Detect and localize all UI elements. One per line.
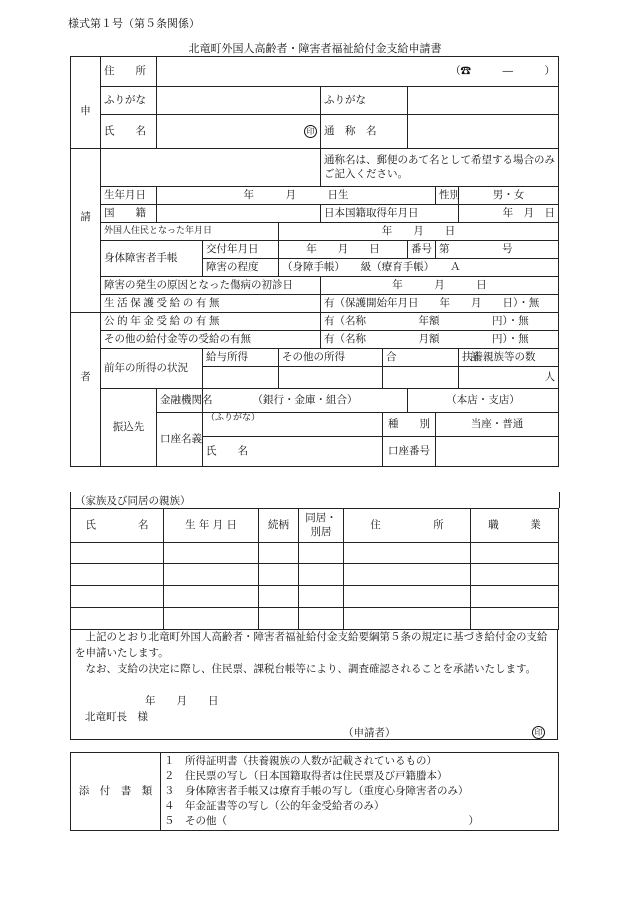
family-header-birth: 生 年 月 日	[164, 509, 259, 543]
form-title: 北竜町外国人高齢者・障害者福祉給付金支給申請書	[188, 42, 442, 55]
account-number-label: 口座番号	[383, 437, 436, 467]
attachment-item-1: １ 所得証明書（扶養親族の人数が記載されているもの）	[164, 755, 437, 767]
family-cell[interactable]	[471, 543, 559, 564]
family-cell[interactable]	[164, 586, 259, 608]
holder-furigana-field[interactable]: （ふりがな）	[203, 413, 383, 437]
account-number-field[interactable]	[436, 437, 559, 467]
dependents-label: 扶養親族等の数	[459, 349, 559, 367]
cause-label: 障害の発生の原因となった傷病の初診日	[101, 277, 321, 295]
family-cell[interactable]	[299, 586, 344, 608]
gender-label: 性別	[436, 187, 459, 205]
attachments-table	[70, 752, 559, 831]
family-cell[interactable]	[164, 564, 259, 586]
alias-field[interactable]	[408, 115, 559, 149]
other-income-label: その他の所得	[279, 349, 383, 367]
family-header-cohabit: 同居・別居	[299, 509, 344, 543]
family-cell[interactable]	[299, 608, 344, 630]
family-header-job: 職 業	[471, 509, 559, 543]
applicant-seal: 印	[532, 726, 545, 739]
seal-mark: 印	[304, 125, 317, 138]
applicant-side-label-2: 請	[71, 149, 101, 313]
family-row	[71, 564, 559, 586]
family-cell[interactable]	[259, 586, 299, 608]
signature-line[interactable]	[391, 739, 555, 740]
family-cell[interactable]	[164, 608, 259, 630]
alias-note: 通称名は、郵便のあて名として希望する場合のみご記入ください。	[321, 149, 559, 187]
number-field[interactable]: 第 号	[436, 241, 559, 259]
family-header-name: 氏 名	[71, 509, 164, 543]
holder-name-field[interactable]: 氏 名	[203, 437, 383, 467]
branch-field[interactable]: （本店・支店）	[408, 389, 559, 413]
family-header-relation: 続柄	[259, 509, 299, 543]
cause-field[interactable]: 年 月 日	[321, 277, 559, 295]
nationality-field[interactable]	[157, 205, 321, 223]
family-row	[71, 608, 559, 630]
family-cell[interactable]	[71, 543, 164, 564]
family-cell[interactable]	[344, 543, 471, 564]
degree-field[interactable]: （身障手帳） 級（療育手帳） Ａ	[279, 259, 559, 277]
furigana-name-field[interactable]	[157, 87, 321, 115]
alias-note-blank	[101, 149, 321, 187]
furigana-label: ふりがな	[101, 87, 157, 115]
institution-label: 金融機関名	[157, 389, 203, 413]
applicant-side-label-3: 者	[71, 313, 101, 467]
resident-date-label: 外国人住民となった年月日	[101, 223, 279, 241]
family-cell[interactable]	[471, 586, 559, 608]
attachment-item-4: ４ 年金証書等の写し（公的年金受給者のみ）	[164, 800, 385, 812]
phone-field[interactable]: （☎ ― ）	[450, 64, 556, 77]
gender-field[interactable]: 男・女	[459, 187, 559, 205]
family-cell[interactable]	[259, 543, 299, 564]
family-cell[interactable]	[71, 608, 164, 630]
family-cell[interactable]	[344, 586, 471, 608]
dependents-field[interactable]: 人	[459, 367, 559, 389]
family-row	[71, 586, 559, 608]
salary-label: 給与所得	[203, 349, 279, 367]
other-benefit-field[interactable]: 有（名称 月額 円）・無	[321, 331, 559, 349]
family-cell[interactable]	[164, 543, 259, 564]
family-cell[interactable]	[299, 543, 344, 564]
institution-field[interactable]: （銀行・金庫・組合）	[203, 389, 408, 413]
degree-label: 障害の程度	[203, 259, 279, 277]
nationality-label: 国 籍	[101, 205, 157, 223]
family-cell[interactable]	[259, 564, 299, 586]
salary-field[interactable]	[203, 367, 279, 389]
other-income-field[interactable]	[279, 367, 383, 389]
family-cell[interactable]	[344, 608, 471, 630]
other-benefit-label: その他の給付金等の受給の有無	[101, 331, 321, 349]
handbook-label: 身体障害者手帳	[101, 241, 203, 277]
alias-label: 通 称 名	[321, 115, 408, 149]
pension-field[interactable]: 有（名称 年額 円）・無	[321, 313, 559, 331]
family-cell[interactable]	[299, 564, 344, 586]
account-type-field[interactable]: 当座・普通	[436, 413, 559, 437]
applicant-label: （申請者）	[343, 727, 396, 739]
birth-label: 生年月日	[101, 187, 157, 205]
welfare-label: 生活保護受給の有無	[101, 295, 321, 313]
declaration-date: 年 月 日	[145, 695, 219, 707]
family-header-address: 住 所	[344, 509, 471, 543]
holder-label: 口座名義	[157, 413, 203, 467]
applicant-side-label-1: 申	[71, 57, 101, 149]
family-row	[71, 543, 559, 564]
furigana-alias-label: ふりがな	[321, 87, 408, 115]
declaration-text-1: 上記のとおり北竜町外国人高齢者・障害者福祉給付金支給要綱第５条の規定に基づき給付金の支給を申請いたします。	[75, 631, 548, 659]
family-cell[interactable]	[71, 564, 164, 586]
family-heading: （家族及び同居の親族）	[75, 495, 191, 507]
attachments-label: 添 付 書 類	[71, 753, 161, 831]
name-field[interactable]	[157, 115, 321, 149]
addressee: 北竜町長 様	[85, 711, 148, 723]
family-cell[interactable]	[471, 608, 559, 630]
pension-label: 公的年金受給の有無	[101, 313, 321, 331]
attachment-item-5: ５ その他（ ）	[164, 815, 479, 827]
family-cell[interactable]	[471, 564, 559, 586]
naturalization-label: 日本国籍取得年月日	[321, 205, 459, 223]
resident-date-field[interactable]: 年 月 日	[279, 223, 559, 241]
number-label: 番号	[408, 241, 436, 259]
name-label: 氏 名	[101, 115, 157, 149]
family-cell[interactable]	[259, 608, 299, 630]
issue-date-label: 交付年月日	[203, 241, 279, 259]
birth-field[interactable]: 年 月 日生	[157, 187, 436, 205]
total-label: 合 計	[383, 349, 459, 367]
attachment-item-2: ２ 住民票の写し（日本国籍取得者は住民票及び戸籍謄本）	[164, 770, 448, 782]
total-field[interactable]	[383, 367, 459, 389]
income-label: 前年の所得の状況	[101, 349, 203, 389]
naturalization-field[interactable]: 年 月 日	[459, 205, 559, 223]
family-cell[interactable]	[344, 564, 471, 586]
address-label: 住 所	[101, 57, 157, 87]
family-heading-box	[70, 492, 560, 508]
form-number: 様式第１号（第５条関係）	[68, 17, 200, 30]
transfer-label: 振込先	[101, 389, 157, 467]
furigana-alias-field[interactable]	[408, 87, 559, 115]
applicant-table	[70, 56, 559, 467]
attachment-item-3: ３ 身体障害者手帳又は療育手帳の写し（重度心身障害者のみ）	[164, 785, 469, 797]
declaration-text-2: なお、支給の決定に際し、住民票、課税台帳等により、調査確認されることを承諾いたします。	[85, 663, 537, 675]
declaration-box	[70, 629, 558, 740]
family-cell[interactable]	[71, 586, 164, 608]
family-table	[70, 508, 559, 630]
issue-date-field[interactable]: 年 月 日	[279, 241, 408, 259]
account-type-label: 種 別	[383, 413, 436, 437]
address-field[interactable]	[157, 57, 559, 87]
welfare-field[interactable]: 有（保護開始年月日 年 月 日）・無	[321, 295, 559, 313]
